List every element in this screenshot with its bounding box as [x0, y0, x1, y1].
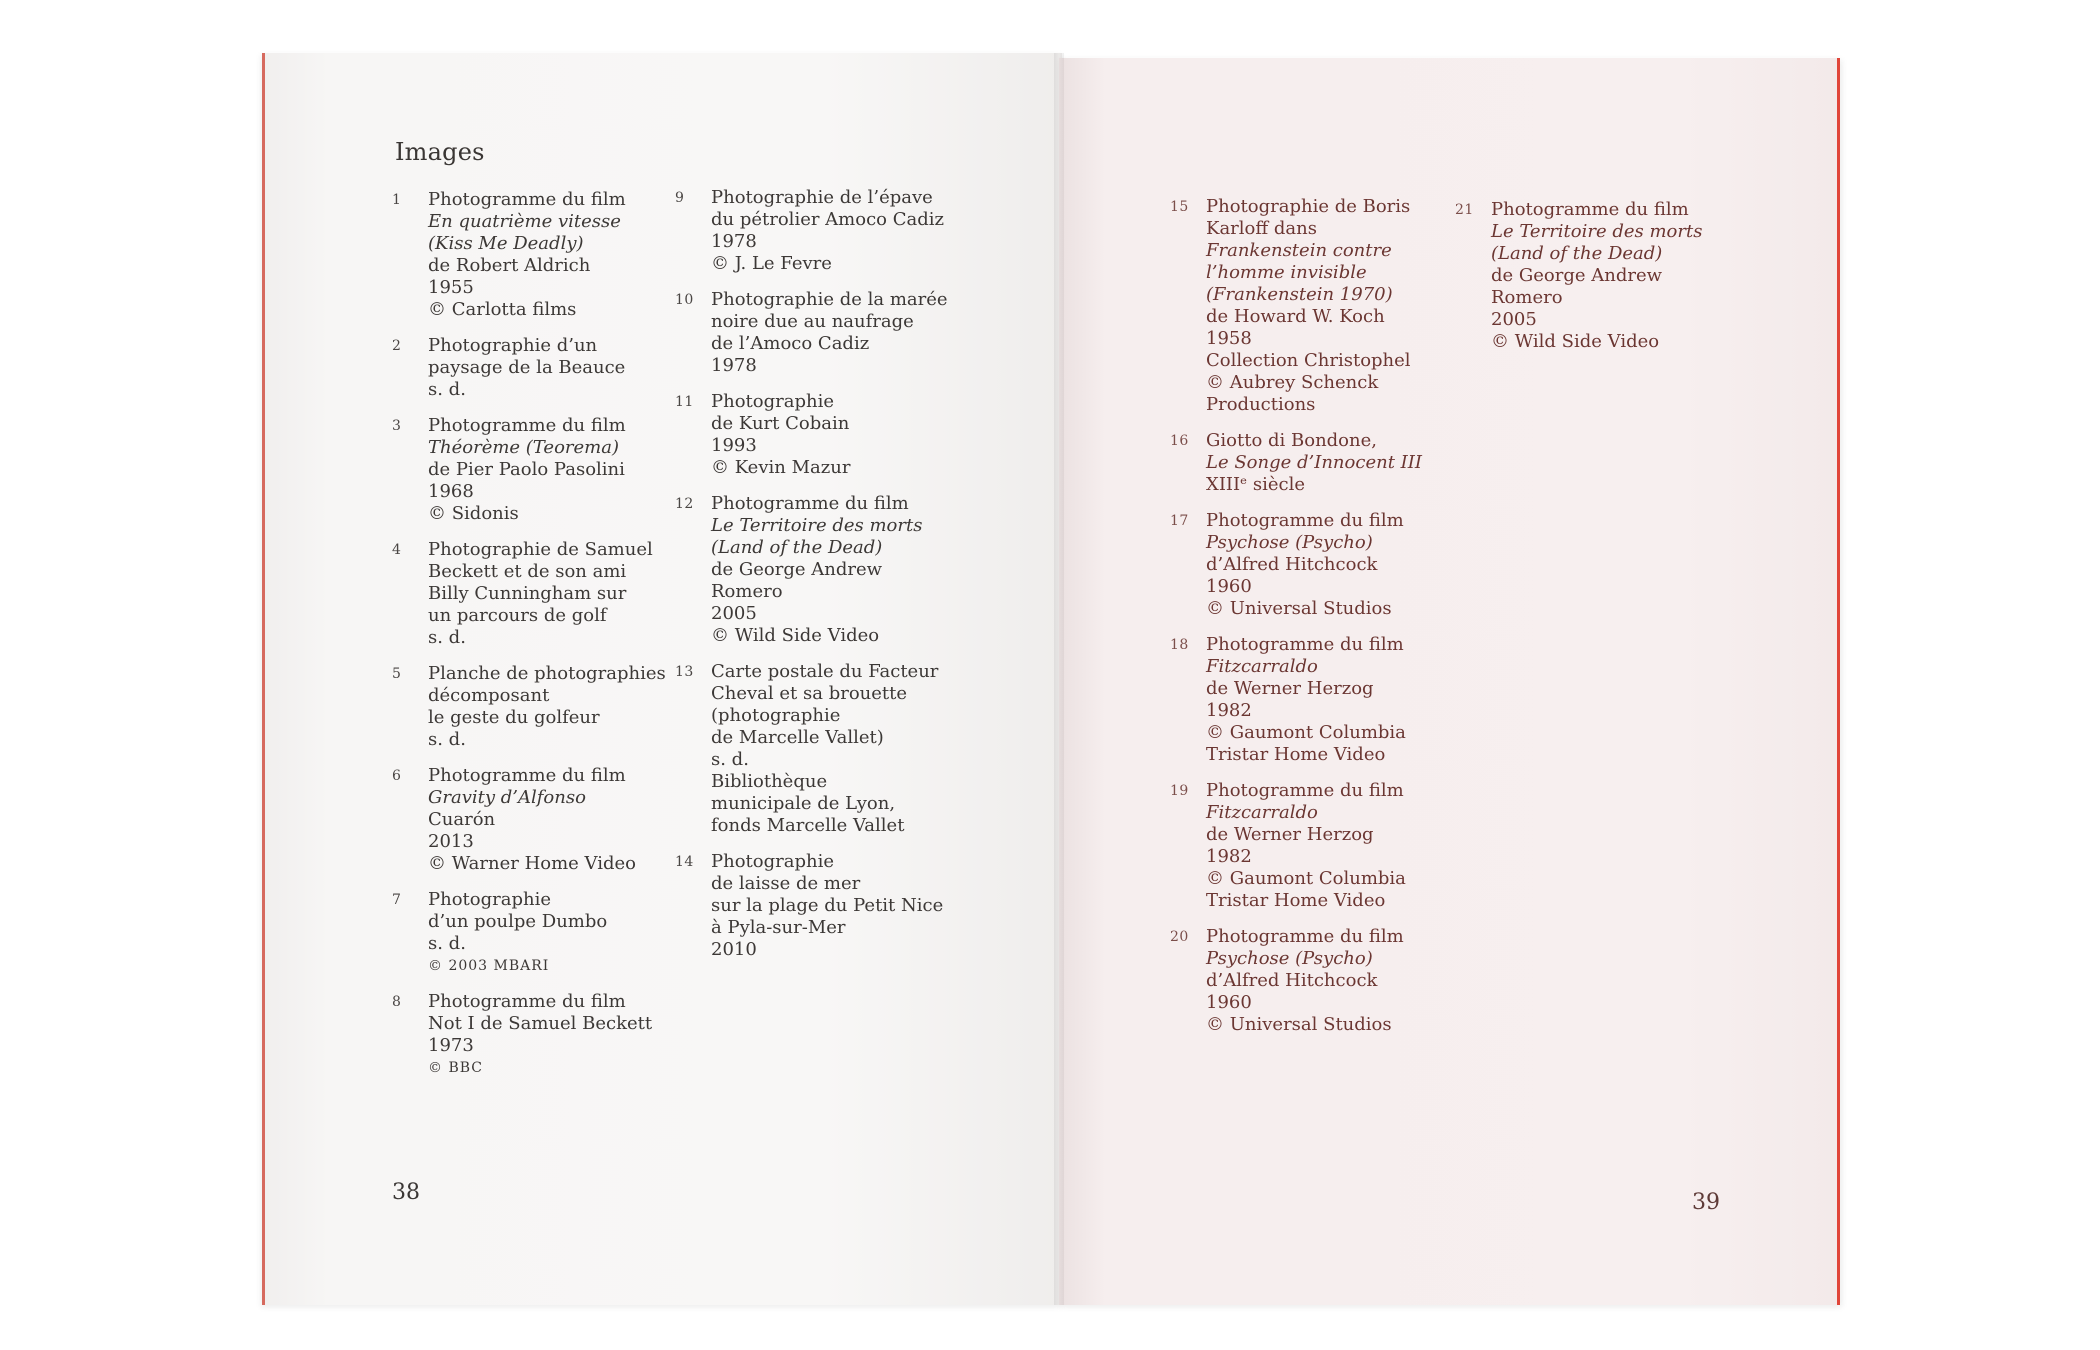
- caption-line: Carte postale du Facteur: [711, 661, 939, 682]
- caption-line: Photogramme du film: [1206, 510, 1404, 531]
- caption-line: de George Andrew: [711, 559, 883, 580]
- caption-line: Planche de photographies: [428, 663, 666, 684]
- caption-line: Photogramme du film: [428, 765, 626, 786]
- caption-line: de Werner Herzog: [1206, 678, 1374, 699]
- image-number: 10: [675, 292, 694, 308]
- caption-line: Productions: [1206, 394, 1316, 415]
- caption-line: d’Alfred Hitchcock: [1206, 554, 1378, 575]
- caption-line: Photogramme du film: [711, 493, 909, 514]
- caption-line: de Pier Paolo Pasolini: [428, 459, 625, 480]
- caption-line: © Universal Studios: [1206, 598, 1392, 619]
- caption-line: Théorème (Teorema): [428, 437, 619, 458]
- caption-line: © Sidonis: [428, 503, 519, 524]
- caption-line: (photographie: [711, 705, 841, 726]
- image-number: 13: [675, 664, 694, 680]
- caption-line: fonds Marcelle Vallet: [711, 815, 905, 836]
- caption-line: 2005: [1491, 309, 1537, 330]
- caption-line: 2013: [428, 831, 474, 852]
- image-number: 4: [392, 542, 402, 558]
- caption-line: paysage de la Beauce: [428, 357, 626, 378]
- image-number: 1: [392, 192, 402, 208]
- caption-line: de Marcelle Vallet): [711, 727, 884, 748]
- caption-line: Le Songe d’Innocent III: [1206, 452, 1422, 473]
- caption-line: Tristar Home Video: [1206, 744, 1386, 765]
- caption-line: Gravity d’Alfonso: [428, 787, 586, 808]
- caption-line: Le Territoire des morts: [1491, 221, 1703, 242]
- caption-line: de Kurt Cobain: [711, 413, 850, 434]
- caption-line: © Aubrey Schenck: [1206, 372, 1379, 393]
- image-number: 15: [1170, 199, 1189, 215]
- caption-line: Cheval et sa brouette: [711, 683, 908, 704]
- caption-line: Photographie: [711, 851, 834, 872]
- caption-line: Romero: [1491, 287, 1563, 308]
- caption-line: de Werner Herzog: [1206, 824, 1374, 845]
- caption-line: 1982: [1206, 846, 1252, 867]
- section-heading: Images: [395, 138, 485, 166]
- caption-line: © 2003 MBARI: [428, 958, 550, 974]
- image-caption-entry: [392, 539, 672, 649]
- caption-line: de l’Amoco Cadiz: [711, 333, 870, 354]
- caption-line: d’un poulpe Dumbo: [428, 911, 608, 932]
- caption-line: (Land of the Dead): [711, 537, 883, 558]
- caption-line: s. d.: [711, 749, 749, 770]
- caption-line: de Robert Aldrich: [428, 255, 591, 276]
- caption-line: Photographie de la marée: [711, 289, 948, 310]
- caption-line: 1978: [711, 355, 757, 376]
- caption-line: de George Andrew: [1491, 265, 1663, 286]
- caption-line: municipale de Lyon,: [711, 793, 896, 814]
- caption-line: 2010: [711, 939, 757, 960]
- caption-line: du pétrolier Amoco Cadiz: [711, 209, 944, 230]
- caption-line: © Warner Home Video: [428, 853, 636, 874]
- caption-line: 1982: [1206, 700, 1252, 721]
- image-number: 21: [1455, 202, 1474, 218]
- caption-line: 1960: [1206, 992, 1252, 1013]
- image-caption-entry: [1170, 634, 1450, 766]
- caption-line: Photographie: [711, 391, 834, 412]
- caption-line: s. d.: [428, 379, 466, 400]
- image-caption-entry: [675, 493, 955, 647]
- caption-line: de Howard W. Koch: [1206, 306, 1385, 327]
- image-number: 14: [675, 854, 694, 870]
- caption-line: © J. Le Fevre: [711, 253, 832, 274]
- image-caption-entry: [1170, 926, 1450, 1036]
- caption-line: Fitzcarraldo: [1206, 802, 1318, 823]
- caption-line: Karloff dans: [1206, 218, 1317, 239]
- caption-line: Photogramme du film: [1206, 780, 1404, 801]
- image-number: 19: [1170, 783, 1189, 799]
- image-number: 2: [392, 338, 402, 354]
- image-number: 20: [1170, 929, 1189, 945]
- caption-line: un parcours de golf: [428, 605, 607, 626]
- caption-line: Psychose (Psycho): [1206, 948, 1373, 969]
- caption-line: Tristar Home Video: [1206, 890, 1386, 911]
- image-caption-entry: [675, 289, 955, 377]
- caption-line: © BBC: [428, 1060, 483, 1076]
- caption-line: (Land of the Dead): [1491, 243, 1663, 264]
- caption-line: Psychose (Psycho): [1206, 532, 1373, 553]
- caption-line: (Frankenstein 1970): [1206, 284, 1393, 305]
- image-list-column-1: [392, 189, 672, 1093]
- caption-line: Billy Cunningham sur: [428, 583, 627, 604]
- caption-line: d’Alfred Hitchcock: [1206, 970, 1378, 991]
- caption-line: Photogramme du film: [428, 991, 626, 1012]
- caption-line: 1978: [711, 231, 757, 252]
- image-caption-entry: [1170, 780, 1450, 912]
- image-number: 9: [675, 190, 685, 206]
- image-number: 6: [392, 768, 402, 784]
- caption-line: à Pyla-sur-Mer: [711, 917, 846, 938]
- caption-line: Collection Christophel: [1206, 350, 1411, 371]
- image-caption-entry: [675, 391, 955, 479]
- image-number: 11: [675, 394, 694, 410]
- image-caption-entry: [1455, 199, 1735, 353]
- image-caption-entry: [392, 335, 672, 401]
- caption-line: s. d.: [428, 933, 466, 954]
- image-caption-entry: [392, 415, 672, 525]
- caption-line: s. d.: [428, 729, 466, 750]
- image-caption-entry: [675, 661, 955, 837]
- page-number-right: 39: [1692, 1190, 1720, 1215]
- book-gutter: [1054, 53, 1064, 1305]
- caption-line: Photographie d’un: [428, 335, 598, 356]
- caption-line: Giotto di Bondone,: [1206, 430, 1377, 451]
- image-caption-entry: [392, 663, 672, 751]
- caption-line: 1960: [1206, 576, 1252, 597]
- caption-line: Beckett et de son ami: [428, 561, 627, 582]
- image-caption-entry: [392, 189, 672, 321]
- page-number-left: 38: [392, 1180, 420, 1205]
- image-caption-entry: [392, 991, 672, 1079]
- caption-line: XIIIᵉ siècle: [1206, 474, 1305, 495]
- caption-line: Frankenstein contre: [1206, 240, 1392, 261]
- caption-line: © Wild Side Video: [1491, 331, 1660, 352]
- caption-line: © Kevin Mazur: [711, 457, 851, 478]
- caption-line: Photographie de l’épave: [711, 187, 933, 208]
- caption-line: © Universal Studios: [1206, 1014, 1392, 1035]
- caption-line: Le Territoire des morts: [711, 515, 923, 536]
- caption-line: Photogramme du film: [1206, 926, 1404, 947]
- image-number: 17: [1170, 513, 1189, 529]
- caption-line: 2005: [711, 603, 757, 624]
- caption-line: Not I de Samuel Beckett: [428, 1013, 653, 1034]
- image-number: 12: [675, 496, 694, 512]
- caption-line: Photographie de Samuel: [428, 539, 653, 560]
- image-list-column-3: [1170, 196, 1450, 1050]
- image-caption-entry: [392, 889, 672, 977]
- caption-line: l’homme invisible: [1206, 262, 1367, 283]
- caption-line: 1955: [428, 277, 474, 298]
- image-caption-entry: [1170, 196, 1450, 416]
- caption-line: Photographie de Boris: [1206, 196, 1411, 217]
- caption-line: © Gaumont Columbia: [1206, 868, 1406, 889]
- caption-line: Photogramme du film: [428, 189, 626, 210]
- caption-line: sur la plage du Petit Nice: [711, 895, 944, 916]
- image-list-column-2: [675, 187, 955, 975]
- image-number: 7: [392, 892, 402, 908]
- caption-line: © Gaumont Columbia: [1206, 722, 1406, 743]
- caption-line: de laisse de mer: [711, 873, 861, 894]
- caption-line: (Kiss Me Deadly): [428, 233, 584, 254]
- image-number: 5: [392, 666, 402, 682]
- caption-line: Fitzcarraldo: [1206, 656, 1318, 677]
- caption-line: noire due au naufrage: [711, 311, 914, 332]
- caption-line: 1973: [428, 1035, 474, 1056]
- caption-line: décomposant: [428, 685, 550, 706]
- caption-line: 1993: [711, 435, 757, 456]
- image-caption-entry: [1170, 510, 1450, 620]
- caption-line: Romero: [711, 581, 783, 602]
- caption-line: le geste du golfeur: [428, 707, 600, 728]
- image-caption-entry: [675, 851, 955, 961]
- image-caption-entry: [675, 187, 955, 275]
- caption-line: Bibliothèque: [711, 771, 828, 792]
- caption-line: s. d.: [428, 627, 466, 648]
- caption-line: Photogramme du film: [1491, 199, 1689, 220]
- caption-line: © Carlotta films: [428, 299, 577, 320]
- image-list-column-4: [1455, 199, 1735, 367]
- caption-line: En quatrième vitesse: [428, 211, 621, 232]
- image-number: 8: [392, 994, 402, 1010]
- caption-line: Cuarón: [428, 809, 496, 830]
- caption-line: Photogramme du film: [1206, 634, 1404, 655]
- image-number: 18: [1170, 637, 1189, 653]
- image-caption-entry: [1170, 430, 1450, 496]
- caption-line: 1968: [428, 481, 474, 502]
- image-caption-entry: [392, 765, 672, 875]
- image-number: 3: [392, 418, 402, 434]
- caption-line: Photographie: [428, 889, 551, 910]
- image-number: 16: [1170, 433, 1189, 449]
- caption-line: Photogramme du film: [428, 415, 626, 436]
- caption-line: 1958: [1206, 328, 1252, 349]
- caption-line: © Wild Side Video: [711, 625, 880, 646]
